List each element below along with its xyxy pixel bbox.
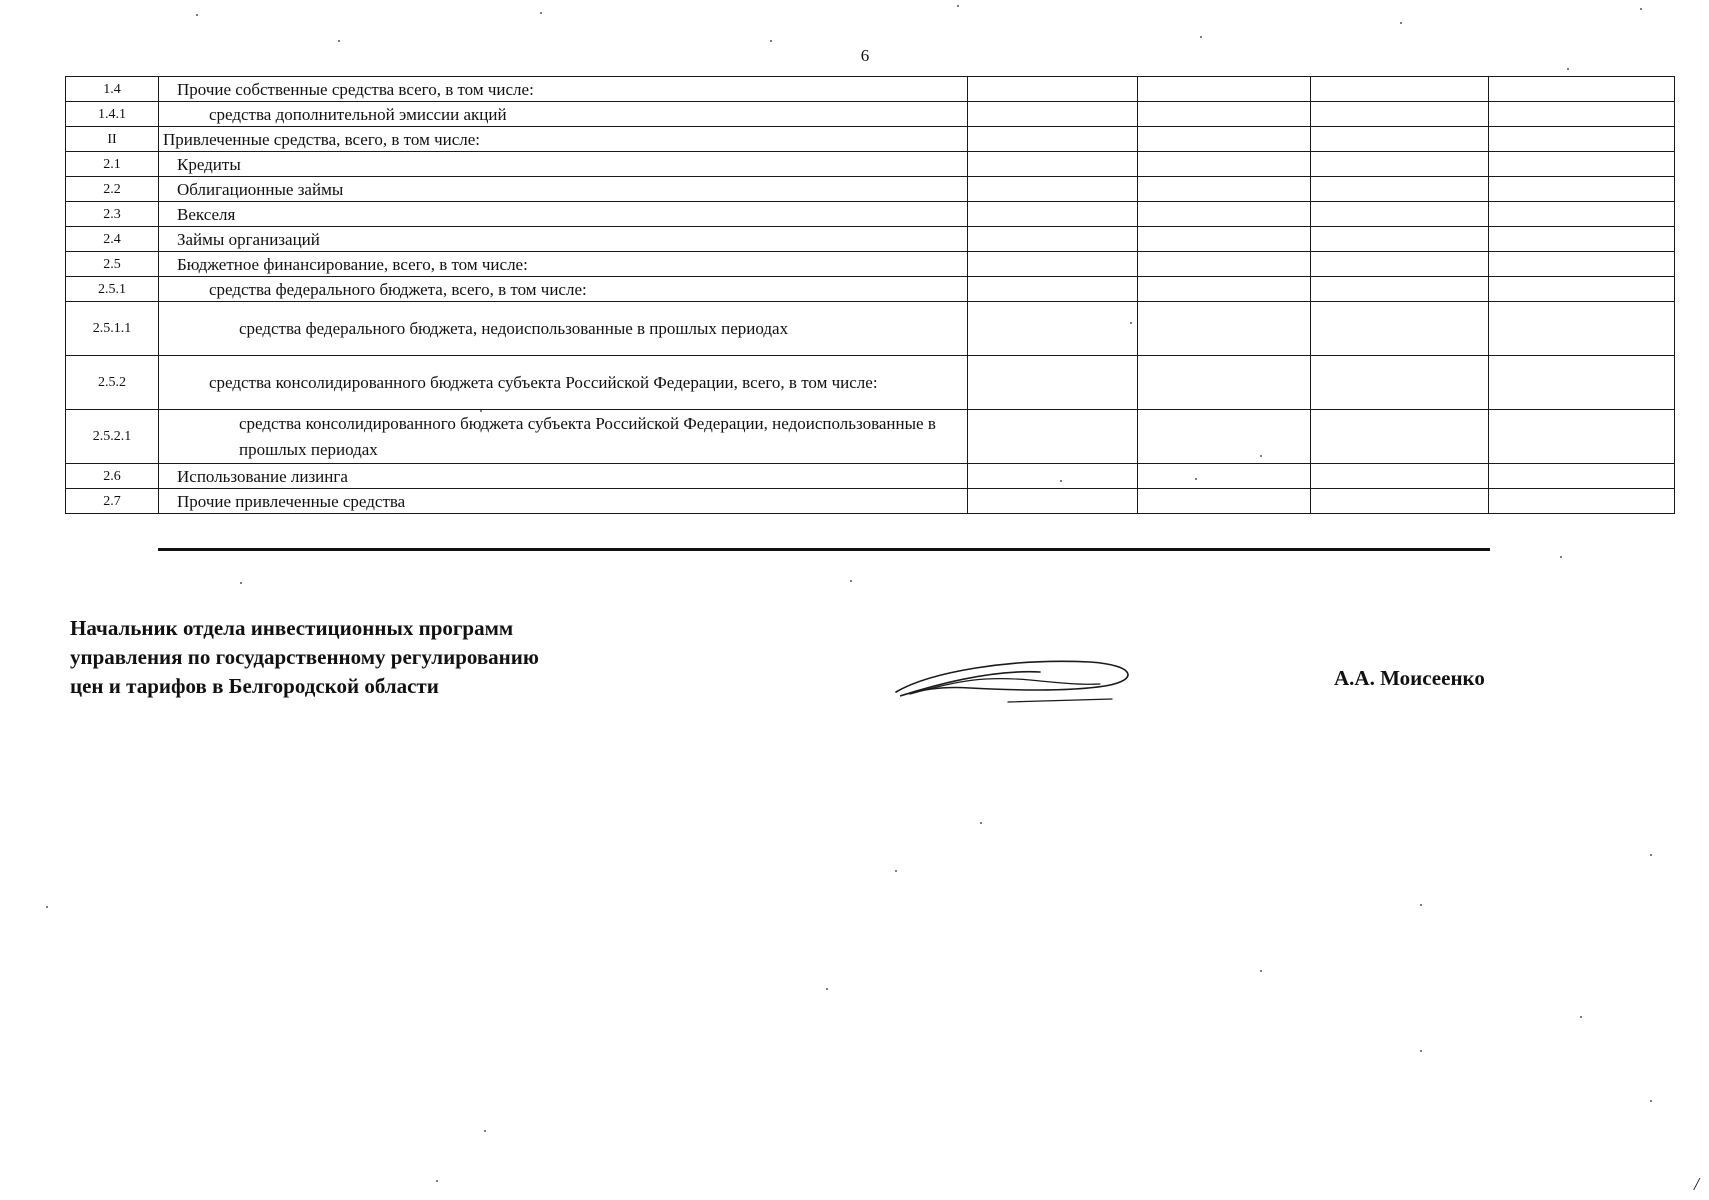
row-number: 2.5.1 xyxy=(66,277,159,302)
value-cell xyxy=(1138,152,1311,177)
scan-speck xyxy=(436,1180,438,1182)
scan-speck xyxy=(240,582,242,584)
row-label: Использование лизинга xyxy=(159,464,968,489)
row-number: 2.5.2 xyxy=(66,356,159,410)
table-body xyxy=(66,77,1675,514)
table-row xyxy=(66,202,1675,227)
row-label: Облигационные займы xyxy=(159,177,968,202)
scan-speck xyxy=(850,580,852,582)
signer-name: А.А. Моисеенко xyxy=(1334,666,1485,690)
scan-speck xyxy=(1640,8,1642,10)
value-cell xyxy=(1138,177,1311,202)
value-cell xyxy=(968,302,1138,356)
scan-speck xyxy=(46,906,48,908)
row-number: 2.5.1.1 xyxy=(66,302,159,356)
scan-speck xyxy=(196,14,198,16)
scan-speck xyxy=(1400,22,1402,24)
value-cell xyxy=(1311,410,1489,464)
row-label: Кредиты xyxy=(159,152,968,177)
value-cell xyxy=(968,410,1138,464)
table-row xyxy=(66,127,1675,152)
scan-speck xyxy=(1420,904,1422,906)
table-row xyxy=(66,410,1675,464)
value-cell xyxy=(1138,464,1311,489)
value-cell xyxy=(1489,464,1675,489)
value-cell xyxy=(1489,410,1675,464)
scan-mark: / xyxy=(1694,1174,1700,1194)
row-number: 2.5.2.1 xyxy=(66,410,159,464)
value-cell xyxy=(1311,177,1489,202)
table-row xyxy=(66,464,1675,489)
row-label: средства дополнительной эмиссии акций xyxy=(159,102,968,127)
scan-speck xyxy=(1200,36,1202,38)
signatory-position-line: Начальник отдела инвестиционных программ xyxy=(70,616,514,640)
scan-speck xyxy=(1260,970,1262,972)
value-cell xyxy=(968,127,1138,152)
scan-speck xyxy=(826,988,828,990)
value-cell xyxy=(968,252,1138,277)
scan-speck xyxy=(1195,478,1197,480)
table-row xyxy=(66,252,1675,277)
scan-speck xyxy=(1260,455,1262,457)
signatory-position-line: цен и тарифов в Белгородской области xyxy=(70,674,439,698)
value-cell xyxy=(1138,302,1311,356)
page-number: 6 xyxy=(860,46,870,65)
bottom-rule xyxy=(158,548,1490,551)
value-cell xyxy=(1489,252,1675,277)
value-cell xyxy=(1311,464,1489,489)
scan-speck xyxy=(480,410,482,412)
scan-speck xyxy=(770,40,772,42)
value-cell xyxy=(1138,356,1311,410)
scan-speck xyxy=(484,1130,486,1132)
scan-speck xyxy=(1560,556,1562,558)
value-cell xyxy=(1489,302,1675,356)
value-cell xyxy=(968,77,1138,102)
value-cell xyxy=(1138,127,1311,152)
value-cell xyxy=(968,356,1138,410)
value-cell xyxy=(1138,202,1311,227)
row-label: Бюджетное финансирование, всего, в том числе: xyxy=(159,252,968,277)
table-row xyxy=(66,302,1675,356)
scan-speck xyxy=(980,822,982,824)
row-label: средства консолидированного бюджета субъекта Российской Федерации, всего, в том числе: xyxy=(159,356,968,410)
value-cell xyxy=(1138,410,1311,464)
row-number: 2.5 xyxy=(66,252,159,277)
value-cell xyxy=(1311,102,1489,127)
value-cell xyxy=(1138,252,1311,277)
value-cell xyxy=(1311,127,1489,152)
value-cell xyxy=(1311,489,1489,514)
scan-speck xyxy=(1650,854,1652,856)
value-cell xyxy=(1489,77,1675,102)
scan-speck xyxy=(957,5,959,7)
row-number: 2.7 xyxy=(66,489,159,514)
value-cell xyxy=(1489,202,1675,227)
value-cell xyxy=(1489,177,1675,202)
value-cell xyxy=(1489,102,1675,127)
scan-speck xyxy=(1567,68,1569,70)
value-cell xyxy=(1138,77,1311,102)
table-row xyxy=(66,356,1675,410)
value-cell xyxy=(1489,356,1675,410)
row-label: Займы организаций xyxy=(159,227,968,252)
table-row xyxy=(66,177,1675,202)
table-row xyxy=(66,102,1675,127)
table-row xyxy=(66,227,1675,252)
value-cell xyxy=(1311,202,1489,227)
row-number: 2.1 xyxy=(66,152,159,177)
value-cell xyxy=(1138,227,1311,252)
funding-sources-table xyxy=(65,76,1675,514)
row-label: Прочие привлеченные средства xyxy=(159,489,968,514)
value-cell xyxy=(1138,489,1311,514)
row-label: Векселя xyxy=(159,202,968,227)
table-row xyxy=(66,277,1675,302)
scan-speck xyxy=(338,40,340,42)
handwritten-signature xyxy=(890,650,1140,706)
value-cell xyxy=(1138,277,1311,302)
signatory-position-line: управления по государственному регулированию xyxy=(70,645,539,669)
value-cell xyxy=(1311,356,1489,410)
scan-speck xyxy=(1420,1050,1422,1052)
value-cell xyxy=(1311,302,1489,356)
table-row xyxy=(66,152,1675,177)
value-cell xyxy=(1311,252,1489,277)
value-cell xyxy=(968,102,1138,127)
row-number: 1.4.1 xyxy=(66,102,159,127)
row-label: средства федерального бюджета, недоиспользованные в прошлых периодах xyxy=(159,302,968,356)
row-number: 2.4 xyxy=(66,227,159,252)
value-cell xyxy=(968,277,1138,302)
value-cell xyxy=(1311,277,1489,302)
value-cell xyxy=(1489,127,1675,152)
value-cell xyxy=(1489,277,1675,302)
value-cell xyxy=(968,227,1138,252)
row-label: средства консолидированного бюджета субъекта Российской Федерации, недоиспользованные в прошлых периодах xyxy=(159,410,968,464)
scan-speck xyxy=(1060,480,1062,482)
value-cell xyxy=(968,489,1138,514)
value-cell xyxy=(1489,489,1675,514)
value-cell xyxy=(968,202,1138,227)
value-cell xyxy=(1311,152,1489,177)
scan-speck xyxy=(540,12,542,14)
row-label: Привлеченные средства, всего, в том числе: xyxy=(159,127,968,152)
row-number: II xyxy=(66,127,159,152)
scan-speck xyxy=(1130,322,1132,324)
table-row xyxy=(66,489,1675,514)
value-cell xyxy=(1489,152,1675,177)
value-cell xyxy=(1311,227,1489,252)
scan-speck xyxy=(1580,1016,1582,1018)
value-cell xyxy=(1311,77,1489,102)
row-number: 1.4 xyxy=(66,77,159,102)
scan-speck xyxy=(1650,1100,1652,1102)
row-number: 2.6 xyxy=(66,464,159,489)
table-row xyxy=(66,77,1675,102)
value-cell xyxy=(968,177,1138,202)
row-number: 2.3 xyxy=(66,202,159,227)
value-cell xyxy=(968,464,1138,489)
row-label: Прочие собственные средства всего, в том числе: xyxy=(159,77,968,102)
scan-speck xyxy=(895,870,897,872)
row-label: средства федерального бюджета, всего, в том числе: xyxy=(159,277,968,302)
value-cell xyxy=(968,152,1138,177)
value-cell xyxy=(1138,102,1311,127)
row-number: 2.2 xyxy=(66,177,159,202)
value-cell xyxy=(1489,227,1675,252)
signatory-position xyxy=(70,614,710,701)
